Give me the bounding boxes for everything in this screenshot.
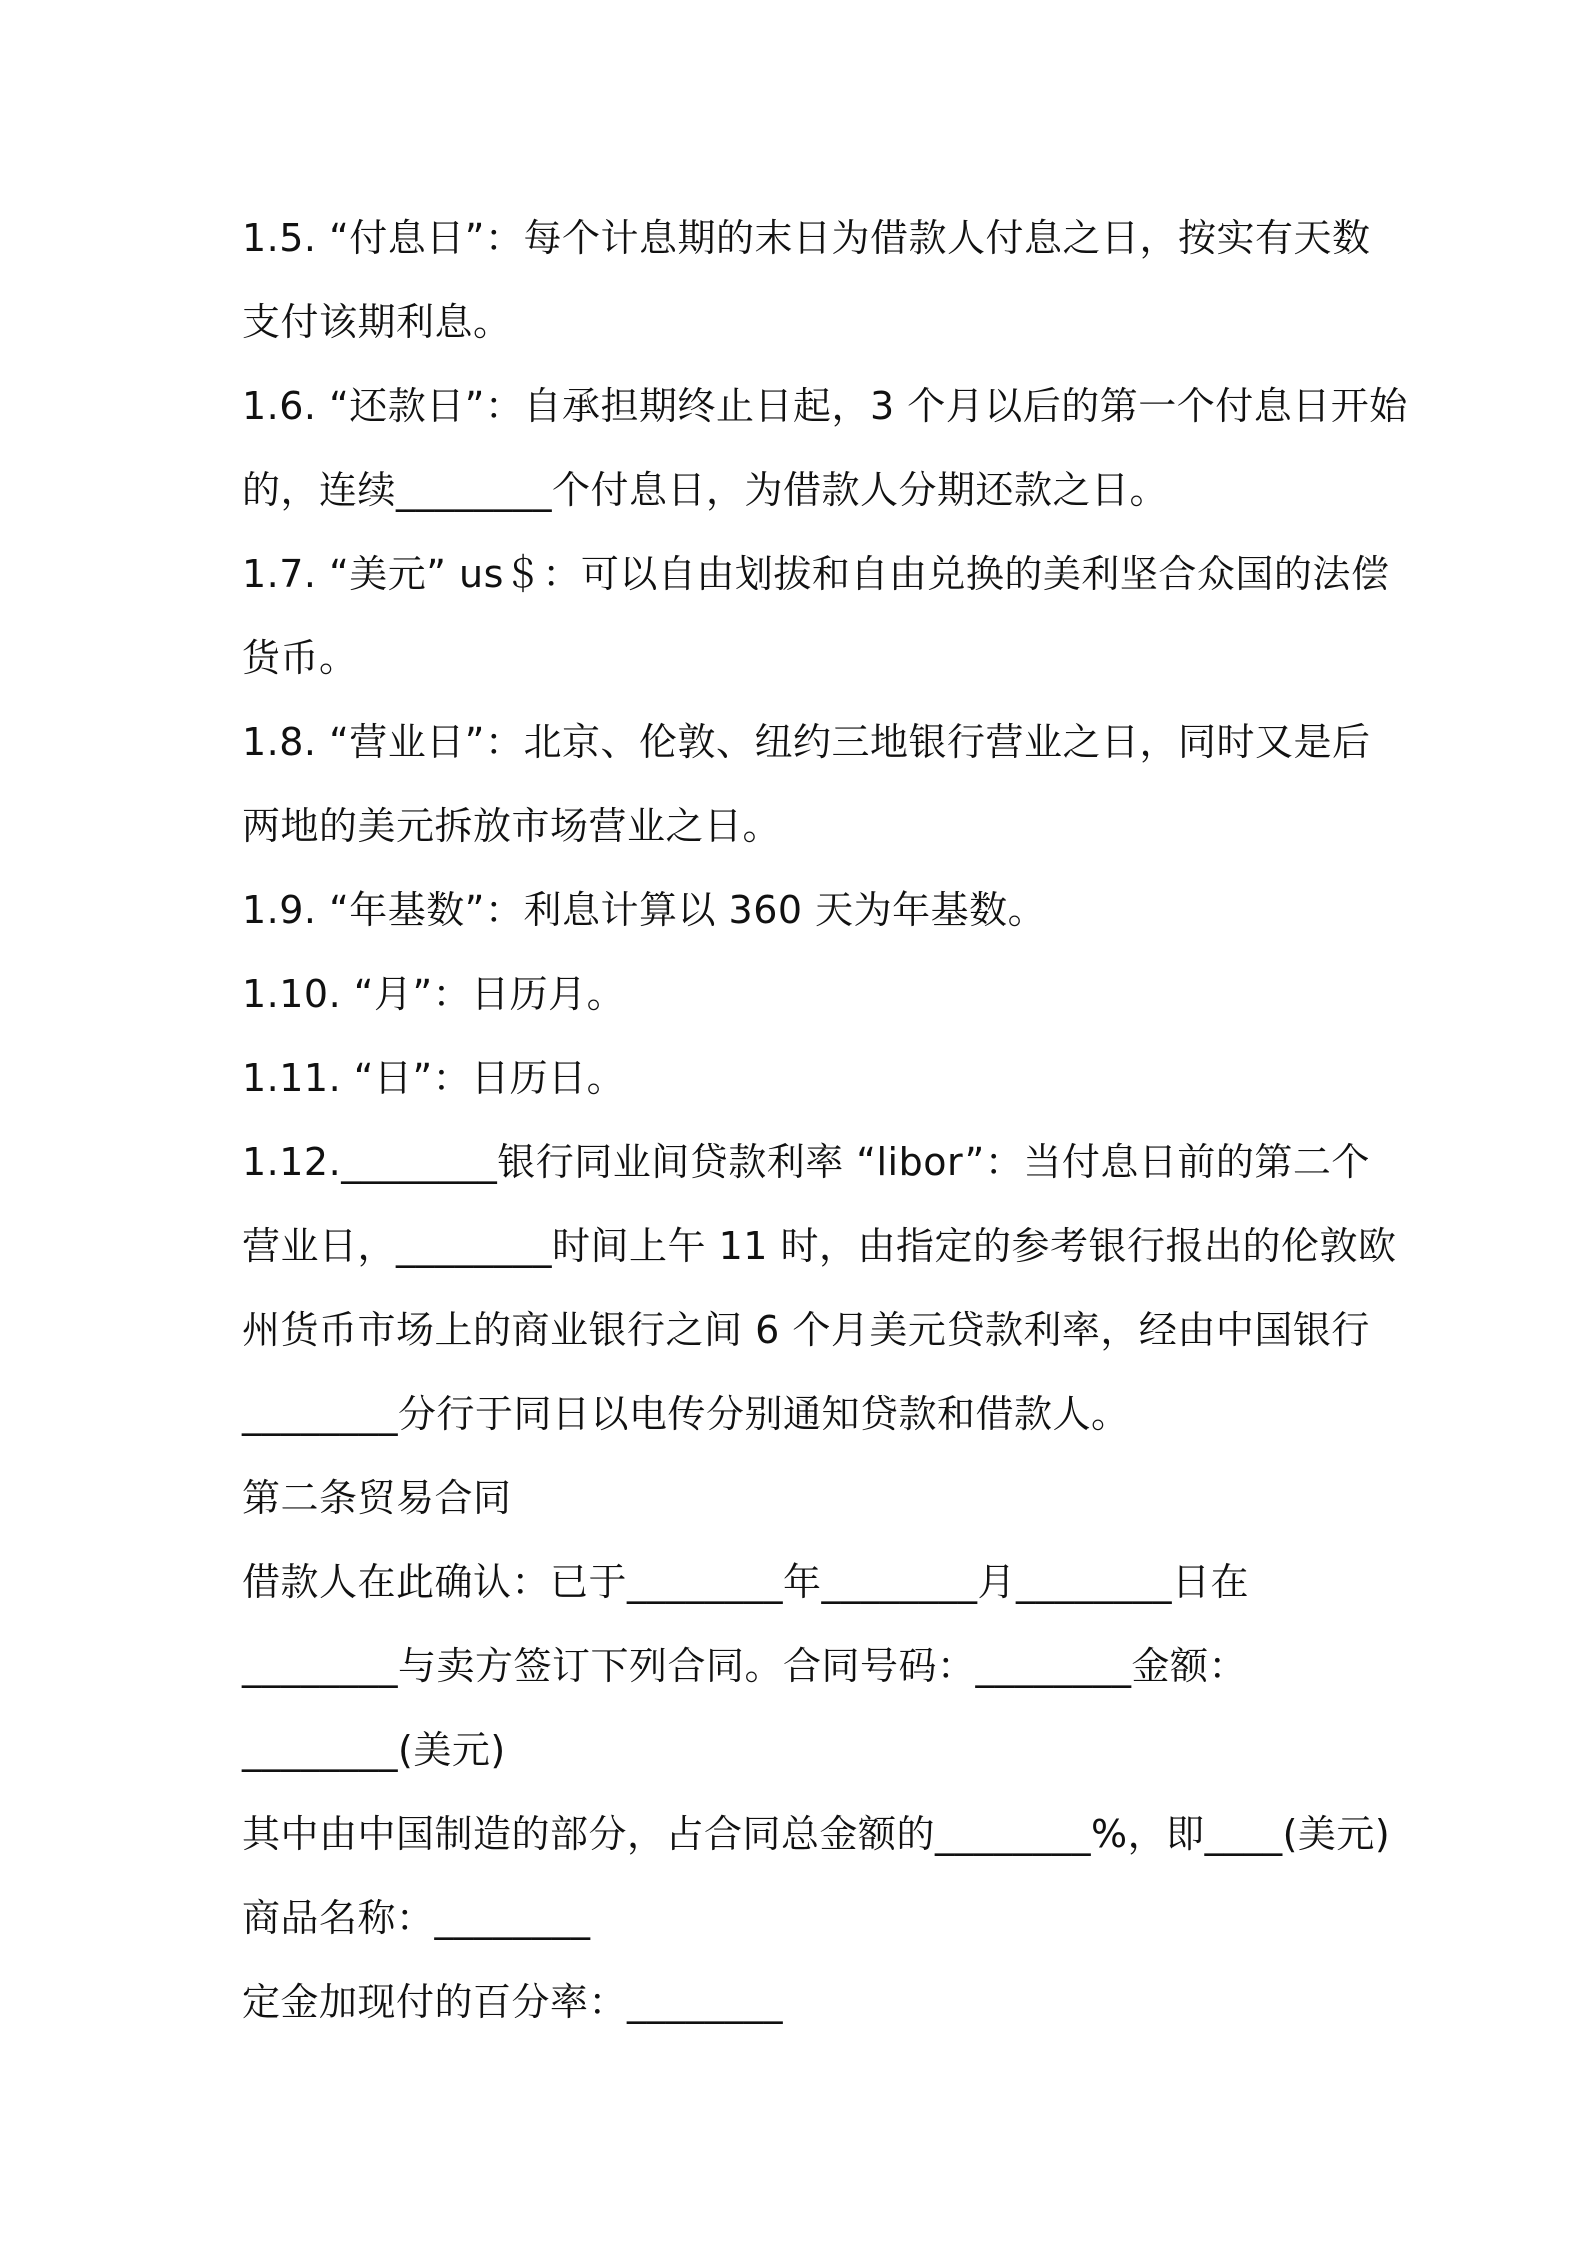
article-2-line-4: 其中由中国制造的部分，占合同总金额的________%，即____(美元) (242, 1812, 1391, 1856)
article-2-commodity-name: 商品名称：________ (242, 1896, 591, 1940)
clause-1-11: 1.11. “日”：日历日。 (242, 1056, 626, 1100)
article-2-line-2: ________与卖方签订下列合同。合同号码：________金额： (242, 1644, 1248, 1688)
clause-1-5-line-1: 1.5. “付息日”：每个计息期的末日为借款人付息之日，按实有天数 (242, 216, 1371, 260)
clause-1-6-line-1: 1.6. “还款日”：自承担期终止日起，3 个月以后的第一个付息日开始 (242, 384, 1408, 428)
clause-1-7-line-2: 货币。 (242, 636, 358, 680)
clause-1-10: 1.10. “月”：日历月。 (242, 972, 626, 1016)
article-2-line-3: ________(美元) (242, 1728, 506, 1772)
clause-1-8-line-2: 两地的美元拆放市场营业之日。 (242, 804, 782, 848)
article-2-line-1: 借款人在此确认：已于________年________月________日在 (242, 1560, 1250, 1604)
clause-1-9: 1.9. “年基数”：利息计算以 360 天为年基数。 (242, 888, 1047, 932)
clause-1-5-line-2: 支付该期利息。 (242, 300, 512, 344)
document-page (242, 196, 1408, 2044)
article-2-heading: 第二条贸易合同 (242, 1476, 512, 1520)
clause-1-6-line-2: 的，连续________个付息日，为借款人分期还款之日。 (242, 468, 1169, 512)
clause-1-12-line-4: ________分行于同日以电传分别通知贷款和借款人。 (242, 1392, 1130, 1436)
clause-1-8-line-1: 1.8. “营业日”：北京、伦敦、纽约三地银行营业之日，同时又是后 (242, 720, 1371, 764)
clause-1-12-line-3: 州货币市场上的商业银行之间 6 个月美元贷款利率，经由中国银行 (242, 1308, 1370, 1352)
article-2-deposit-percentage: 定金加现付的百分率：________ (242, 1980, 784, 2024)
clause-1-12-line-2: 营业日，________时间上午 11 时，由指定的参考银行报出的伦敦欧 (242, 1224, 1397, 1268)
clause-1-7-line-1: 1.7. “美元” us＄：可以自由划拔和自由兑换的美利坚合众国的法偿 (242, 552, 1390, 596)
clause-1-12-line-1: 1.12.________银行同业间贷款利率 “libor”：当付息日前的第二个 (242, 1140, 1370, 1184)
